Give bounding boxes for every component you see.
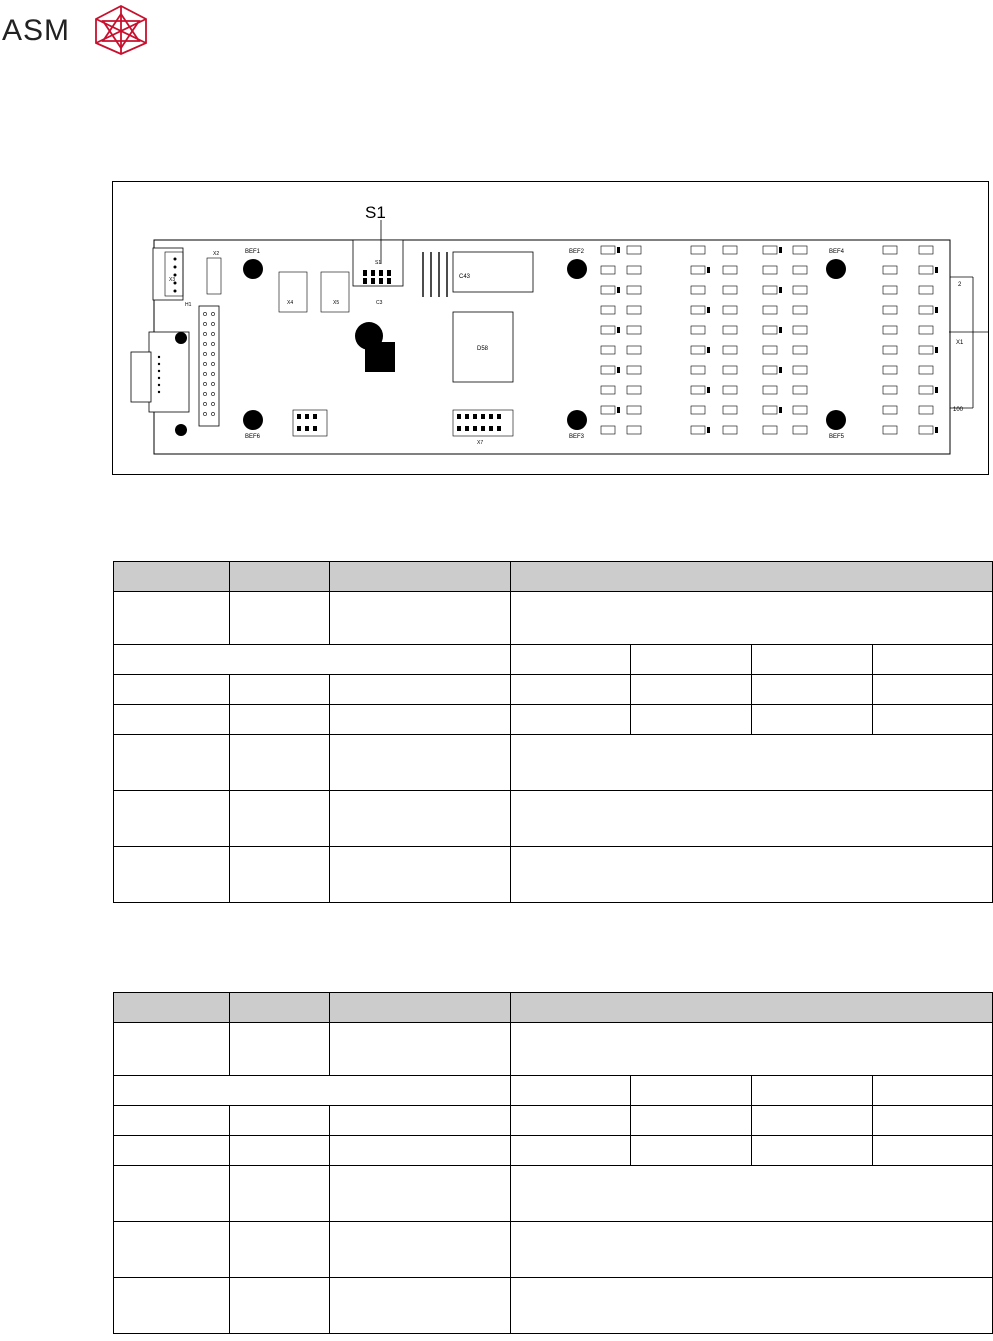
- table-cell: [114, 1278, 230, 1334]
- table-header-row: [114, 993, 993, 1023]
- table-cell: [511, 675, 631, 705]
- company-logo-icon: [92, 4, 150, 56]
- table-cell: [330, 735, 511, 791]
- table-row: [114, 675, 993, 705]
- table-cell: [511, 1166, 993, 1222]
- table-cell: [752, 1106, 873, 1136]
- table-cell: [230, 675, 330, 705]
- table-cell: [511, 645, 631, 675]
- table-cell: [511, 1106, 631, 1136]
- table-cell: [752, 705, 873, 735]
- table-cell: [511, 847, 993, 903]
- spec-table-1: [113, 561, 993, 903]
- pin-label-100: 100: [953, 407, 964, 413]
- table-row: [114, 735, 993, 791]
- table-cell: [330, 592, 511, 645]
- table-header-cell: [330, 993, 511, 1023]
- table-cell: [631, 705, 752, 735]
- table-cell: [511, 1136, 631, 1166]
- table-header-cell: [511, 993, 993, 1023]
- table-cell: [114, 592, 230, 645]
- table-cell: [114, 847, 230, 903]
- bef1-label: BEF1: [245, 249, 261, 255]
- table-cell: [114, 1076, 511, 1106]
- table-cell: [511, 735, 993, 791]
- table-cell: [873, 675, 993, 705]
- table-cell: [511, 1076, 631, 1106]
- table-cell: [873, 1136, 993, 1166]
- table-cell: [873, 1076, 993, 1106]
- x5-label: X5: [333, 300, 340, 306]
- company-logo-text: ASM: [2, 14, 71, 47]
- table-cell: [330, 1278, 511, 1334]
- table-row: [114, 1023, 993, 1076]
- n1-label: N1: [375, 336, 382, 342]
- table-cell: [330, 1166, 511, 1222]
- table-header-cell: [330, 562, 511, 592]
- table-cell: [631, 1106, 752, 1136]
- table-row: [114, 1136, 993, 1166]
- table-cell: [511, 592, 993, 645]
- table-cell: [873, 1106, 993, 1136]
- table-cell: [230, 705, 330, 735]
- table-row: [114, 791, 993, 847]
- table-cell: [330, 705, 511, 735]
- s1-callout-label: S1: [365, 203, 386, 222]
- table-cell: [230, 1166, 330, 1222]
- c43-label: C43: [459, 274, 471, 280]
- table-cell: [873, 645, 993, 675]
- table-cell: [230, 847, 330, 903]
- x3-label: X3: [169, 277, 176, 283]
- table-cell: [631, 645, 752, 675]
- table-row: [114, 1166, 993, 1222]
- table-header-cell: [230, 562, 330, 592]
- table-cell: [330, 1222, 511, 1278]
- table-cell: [631, 1076, 752, 1106]
- table-cell: [330, 675, 511, 705]
- table-cell: [114, 1106, 230, 1136]
- table-row: [114, 1076, 993, 1106]
- table-cell: [511, 1222, 993, 1278]
- x2-label: X2: [213, 251, 220, 257]
- table-cell: [631, 1136, 752, 1166]
- d58-label: D58: [477, 346, 489, 352]
- table-cell: [114, 705, 230, 735]
- table-cell: [230, 1106, 330, 1136]
- table-cell: [752, 1136, 873, 1166]
- table-header-cell: [230, 993, 330, 1023]
- table-cell: [230, 1278, 330, 1334]
- h1-label: H1: [185, 302, 192, 308]
- table-cell: [230, 791, 330, 847]
- table-cell: [114, 735, 230, 791]
- spec-table-2: [113, 992, 993, 1334]
- table-cell: [752, 675, 873, 705]
- table-cell: [114, 645, 511, 675]
- table-cell: [330, 791, 511, 847]
- table-header-cell: [511, 562, 993, 592]
- table-header-row: [114, 562, 993, 592]
- table-cell: [114, 1023, 230, 1076]
- table-cell: [752, 645, 873, 675]
- s1-silk-label: S1: [375, 260, 382, 266]
- pcb-figure-frame: [112, 181, 989, 475]
- x4-label: X4: [287, 300, 294, 306]
- bef6-label: BEF6: [245, 434, 261, 440]
- bef2-label: BEF2: [569, 249, 585, 255]
- table-cell: [114, 1222, 230, 1278]
- table-row: [114, 1222, 993, 1278]
- connector-x1-label: X1: [956, 340, 964, 346]
- page-header: [0, 0, 993, 60]
- bef4-label: BEF4: [829, 249, 845, 255]
- c3-label: C3: [376, 300, 383, 306]
- table-cell: [511, 791, 993, 847]
- table-header-cell: [114, 993, 230, 1023]
- table-cell: [752, 1076, 873, 1106]
- table-row: [114, 705, 993, 735]
- table-cell: [631, 675, 752, 705]
- table-cell: [230, 1023, 330, 1076]
- table-cell: [114, 791, 230, 847]
- table-cell: [114, 675, 230, 705]
- bef5-label: BEF5: [829, 434, 845, 440]
- table-cell: [230, 1136, 330, 1166]
- table-row: [114, 592, 993, 645]
- table-cell: [330, 1136, 511, 1166]
- table-row: [114, 847, 993, 903]
- table-cell: [114, 1166, 230, 1222]
- table-header-cell: [114, 562, 230, 592]
- pcb-board-drawing: [113, 182, 988, 474]
- x7-label: X7: [477, 440, 484, 446]
- table-cell: [230, 1222, 330, 1278]
- table-cell: [511, 705, 631, 735]
- table-cell: [873, 705, 993, 735]
- table-cell: [330, 1023, 511, 1076]
- table-row: [114, 1278, 993, 1334]
- table-cell: [511, 1278, 993, 1334]
- table-row: [114, 645, 993, 675]
- table-cell: [330, 847, 511, 903]
- table-cell: [230, 592, 330, 645]
- table-cell: [114, 1136, 230, 1166]
- table-cell: [511, 1023, 993, 1076]
- bef3-label: BEF3: [569, 434, 585, 440]
- table-row: [114, 1106, 993, 1136]
- table-cell: [330, 1106, 511, 1136]
- table-cell: [230, 735, 330, 791]
- pin-label-2: 2: [958, 282, 962, 288]
